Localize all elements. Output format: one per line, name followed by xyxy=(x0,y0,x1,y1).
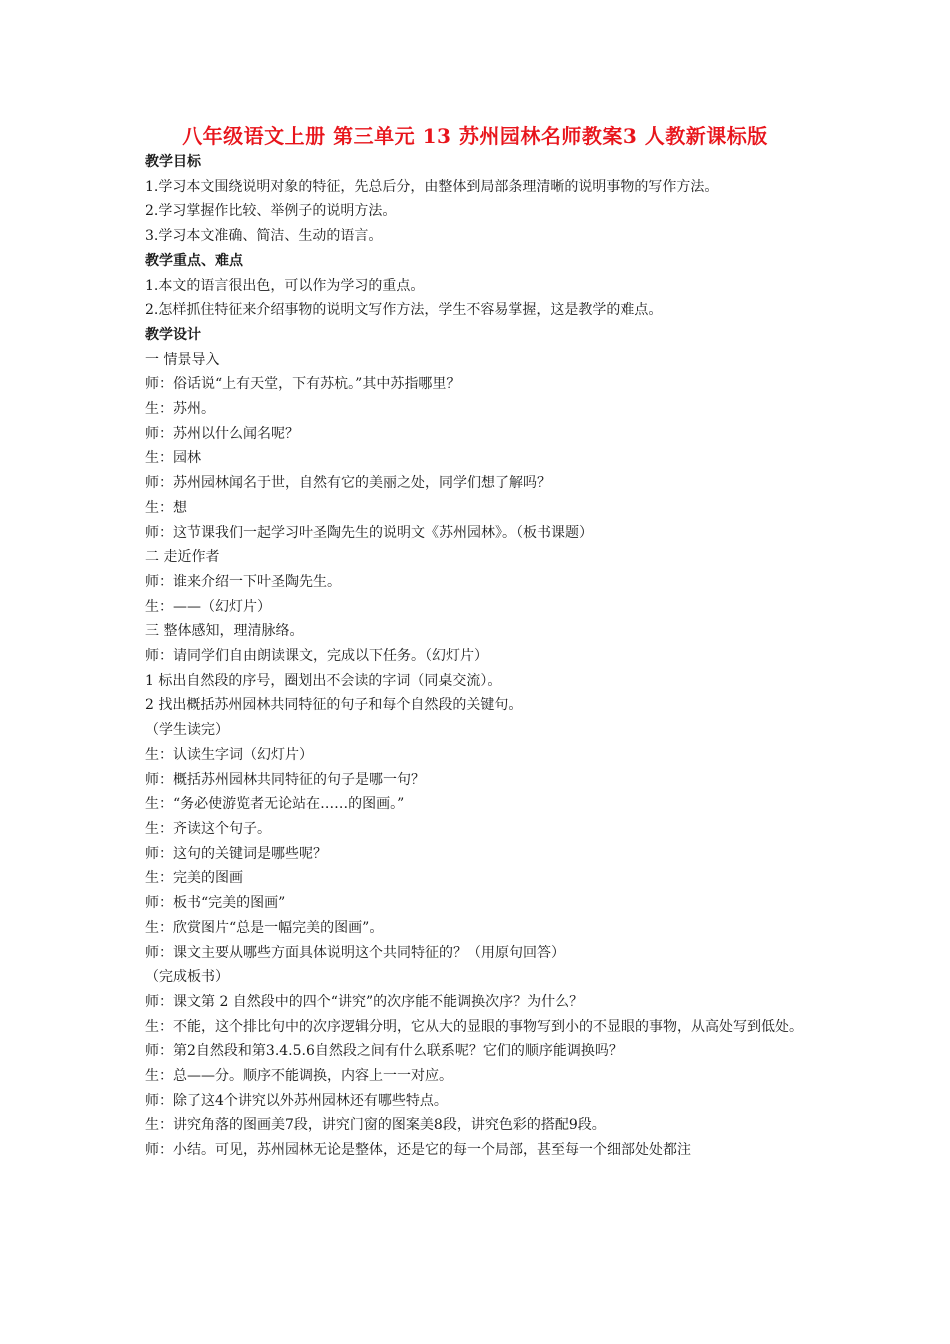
document-body xyxy=(145,150,810,1163)
text-line: 师：苏州园林闻名于世，自然有它的美丽之处，同学们想了解吗？ xyxy=(145,475,551,492)
text-line: 师：除了这4个讲究以外苏州园林还有哪些特点。 xyxy=(145,1092,448,1109)
text-line: （完成板书） xyxy=(145,969,229,986)
text-line: 二 走近作者 xyxy=(145,549,220,566)
text-line: 2 找出概括苏州园林共同特征的句子和每个自然段的关键句。 xyxy=(145,697,523,714)
text-line: 生：园林 xyxy=(145,450,201,467)
text-line: 师：课文主要从哪些方面具体说明这个共同特征的？（用原句回答） xyxy=(145,944,565,961)
section-heading: 教学设计 xyxy=(145,326,201,343)
text-line: 师：苏州以什么闻名呢？ xyxy=(145,425,299,442)
text-line: 师：这句的关键词是哪些呢？ xyxy=(145,845,327,862)
text-line: 师：课文第 2 自然段中的四个“讲究”的次序能不能调换次序？为什么？ xyxy=(145,993,584,1010)
text-line: 2.怎样抓住特征来介绍事物的说明文写作方法，学生不容易掌握，这是教学的难点。 xyxy=(145,302,663,319)
text-line: 一 情景导入 xyxy=(145,351,220,368)
text-line: （学生读完） xyxy=(145,722,229,739)
text-line: 师：俗话说“上有天堂，下有苏杭。”其中苏指哪里？ xyxy=(145,376,461,393)
document-title: 八年级语文上册 第三单元 13 苏州园林名师教案3 人教新课标版 xyxy=(182,124,768,148)
text-line: 师：第2自然段和第3.4.5.6自然段之间有什么联系呢？它们的顺序能调换吗？ xyxy=(145,1043,623,1060)
text-line: 生：苏州。 xyxy=(145,401,215,418)
text-line: 生：齐读这个句子。 xyxy=(145,820,271,837)
text-line: 三 整体感知，理清脉络。 xyxy=(145,623,304,640)
text-line: 2.学习掌握作比较、举例子的说明方法。 xyxy=(145,203,397,220)
text-line: 1.学习本文围绕说明对象的特征，先总后分，由整体到局部条理清晰的说明事物的写作方法。 xyxy=(145,178,719,195)
text-line: 生：总——分。顺序不能调换，内容上一一对应。 xyxy=(145,1068,453,1085)
text-line: 生：认读生字词（幻灯片） xyxy=(145,746,313,763)
text-line: 生：想 xyxy=(145,499,187,516)
text-line: 生：完美的图画 xyxy=(145,870,243,887)
text-line: 1.本文的语言很出色，可以作为学习的重点。 xyxy=(145,277,425,294)
text-line: 生：不能，这个排比句中的次序逻辑分明，它从大的显眼的事物写到小的不显眼的事物，从高处写到低处。 xyxy=(145,1018,803,1035)
text-line: 师：请同学们自由朗读课文，完成以下任务。（幻灯片） xyxy=(145,648,488,665)
text-line: 师：板书“完美的图画” xyxy=(145,895,286,912)
section-heading: 教学目标 xyxy=(145,154,201,170)
text-line: 3.学习本文准确、简洁、生动的语言。 xyxy=(145,228,383,245)
text-line: 生：——（幻灯片） xyxy=(145,598,271,615)
text-line: 生：欣赏图片“总是一幅完美的图画”。 xyxy=(145,919,384,936)
text-line: 生：讲究角落的图画美7段，讲究门窗的图案美8段，讲究色彩的搭配9段。 xyxy=(145,1117,606,1134)
section-heading: 教学重点、难点 xyxy=(145,252,243,269)
text-line: 师：小结。可见，苏州园林无论是整体，还是它的每一个局部，甚至每一个细部处处都注 xyxy=(145,1142,691,1159)
text-line: 1 标出自然段的序号，圈划出不会读的字词（同桌交流）。 xyxy=(145,672,502,689)
text-line: 师：概括苏州园林共同特征的句子是哪一句？ xyxy=(145,771,425,788)
text-line: 生：“务必使游览者无论站在……的图画。” xyxy=(145,796,405,813)
text-line: 师：这节课我们一起学习叶圣陶先生的说明文《苏州园林》。（板书课题） xyxy=(145,524,593,541)
text-line: 师：谁来介绍一下叶圣陶先生。 xyxy=(145,573,341,590)
